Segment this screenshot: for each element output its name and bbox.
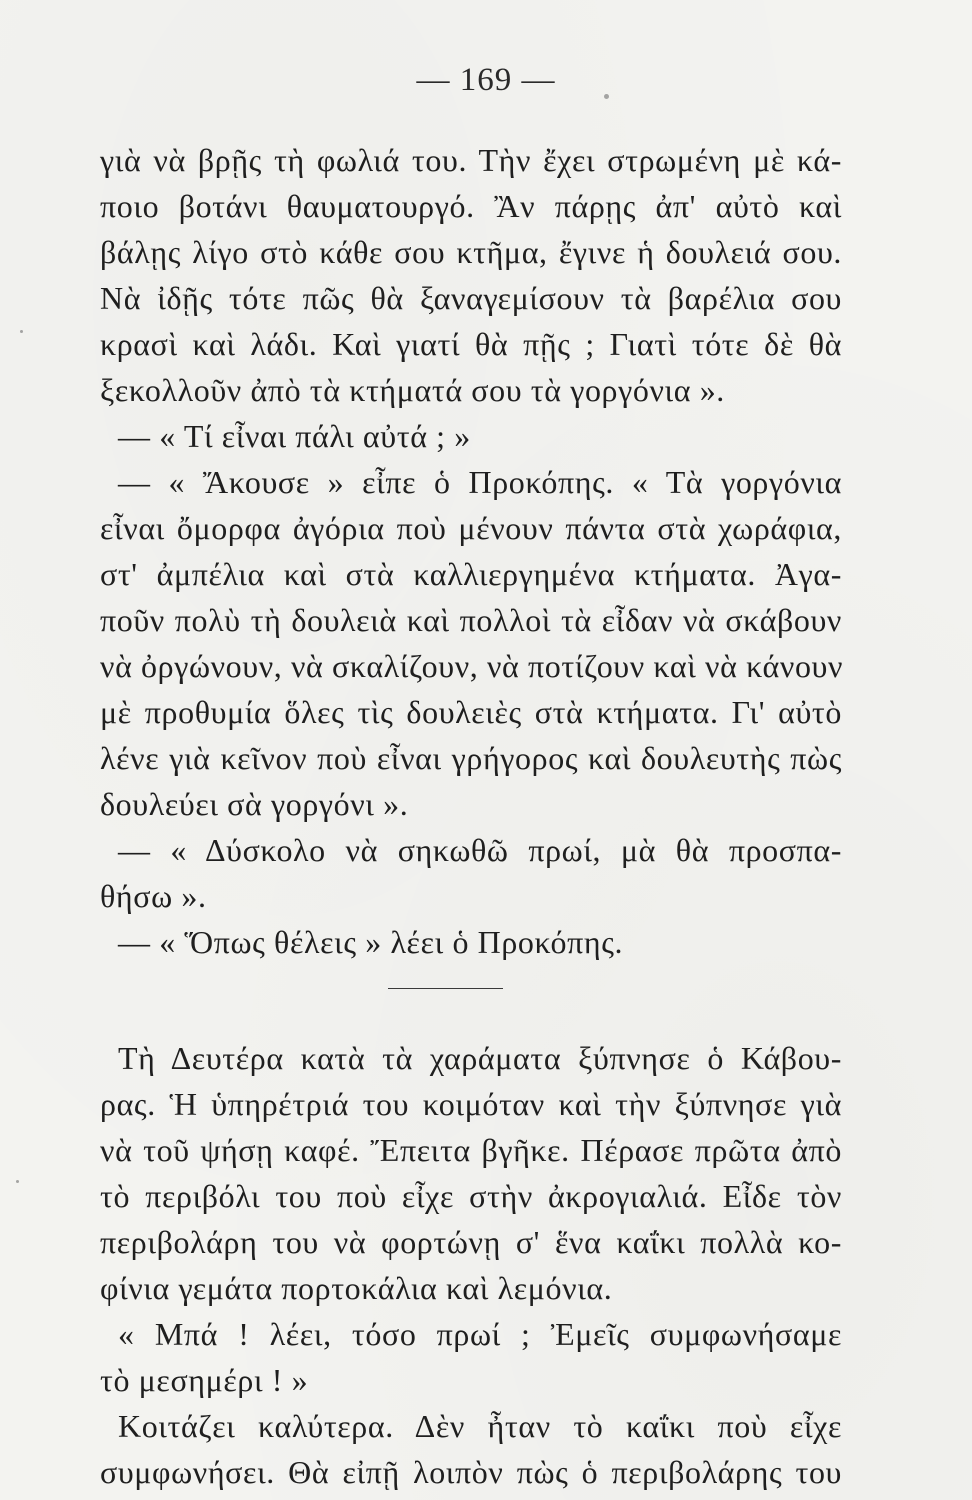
text-line-6: ξεκολλοῦν ἀπὸ τὰ κτήματά σου τὰ γοργόνια ».	[100, 372, 725, 408]
dialogue-line-8: — « Ἄκουσε » εἶπε ὁ Προκόπης. « Τὰ γοργόνια	[118, 464, 842, 500]
text-line-22: τὸ περιβόλι του ποὺ εἶχε στὴν ἀκρογιαλιά. Εἶδε τὸν	[100, 1178, 842, 1214]
text-line-27: Κοιτάζει καλύτερα. Δὲν ἦταν τὸ καΐκι ποὺ εἶχε	[118, 1408, 842, 1444]
dialogue-line-18: — « Ὅπως θέλεις » λέει ὁ Προκόπης.	[118, 924, 624, 960]
ink-speck	[16, 1180, 19, 1183]
text-line-12: νὰ ὀργώνουν, νὰ σκαλίζουν, νὰ ποτίζουν καὶ νὰ κάνουν	[100, 648, 844, 684]
text-line-14: λένε γιὰ κεῖνον ποὺ εἶναι γρήγορος καὶ δουλευτὴς πὼς	[100, 740, 842, 776]
text-line-13: μὲ προθυμία ὅλες τὶς δουλειὲς στὰ κτήματα. Γι' αὐτὸ	[100, 694, 842, 730]
text-line-25: « Μπά ! λέει, τόσο πρωί ; Ἐμεῖς συμφωνήσαμε	[118, 1316, 842, 1352]
text-line-24: φίνια γεμάτα πορτοκάλια καὶ λεμόνια.	[100, 1270, 613, 1306]
text-line-2: ποιο βοτάνι θαυματουργό. Ἂν πάρῃς ἀπ' αὐτὸ καὶ	[100, 188, 842, 224]
page-number: — 169 —	[416, 62, 556, 98]
text-line-21: νὰ τοῦ ψήσῃ καφέ. Ἔπειτα βγῆκε. Πέρασε πρῶτα ἀπὸ	[100, 1132, 842, 1168]
text-line-19: Τὴ Δευτέρα κατὰ τὰ χαράματα ξύπνησε ὁ Κάβου-	[118, 1040, 842, 1076]
dialogue-line-7: — « Τί εἶναι πάλι αὐτά ; »	[118, 418, 471, 454]
ink-speck	[604, 94, 609, 99]
text-line-15: δουλεύει σὰ γοργόνι ».	[100, 786, 409, 822]
dialogue-line-16: — « Δύσκολο νὰ σηκωθῶ πρωί, μὰ θὰ προσπα-	[118, 832, 842, 868]
text-line-3: βάλῃς λίγο στὸ κάθε σου κτῆμα, ἔγινε ἡ δουλειά σου.	[100, 234, 842, 270]
text-line-11: ποῦν πολὺ τὴ δουλειὰ καὶ πολλοὶ τὰ εἶδαν νὰ σκάβουν	[100, 602, 842, 638]
text-line-28: συμφωνήσει. Θὰ εἰπῇ λοιπὸν πὼς ὁ περιβολάρης του	[100, 1454, 842, 1490]
text-line-23: περιβολάρη του νὰ φορτώνῃ σ' ἕνα καΐκι πολλὰ κο-	[100, 1224, 842, 1260]
section-separator	[388, 988, 503, 989]
text-line-10: στ' ἀμπέλια καὶ στὰ καλλιεργημένα κτήματα. Ἀγα-	[100, 556, 842, 592]
ink-speck	[20, 330, 23, 333]
text-line-17: θήσω ».	[100, 878, 207, 914]
text-line-5: κρασὶ καὶ λάδι. Καὶ γιατί θὰ πῇς ; Γιατὶ τότε δὲ θὰ	[100, 326, 842, 362]
text-line-26: τὸ μεσημέρι ! »	[100, 1362, 309, 1398]
text-line-9: εἶναι ὄμορφα ἀγόρια ποὺ μένουν πάντα στὰ χωράφια,	[100, 510, 842, 546]
text-line-4: Νὰ ἰδῇς τότε πῶς θὰ ξαναγεμίσουν τὰ βαρέλια σου	[100, 280, 842, 316]
text-line-1: γιὰ νὰ βρῇς τὴ φωλιά του. Τὴν ἔχει στρωμένη μὲ κά-	[100, 142, 842, 178]
text-line-20: ρας. Ἡ ὑπηρέτριά του κοιμόταν καὶ τὴν ξύπνησε γιὰ	[100, 1086, 842, 1122]
